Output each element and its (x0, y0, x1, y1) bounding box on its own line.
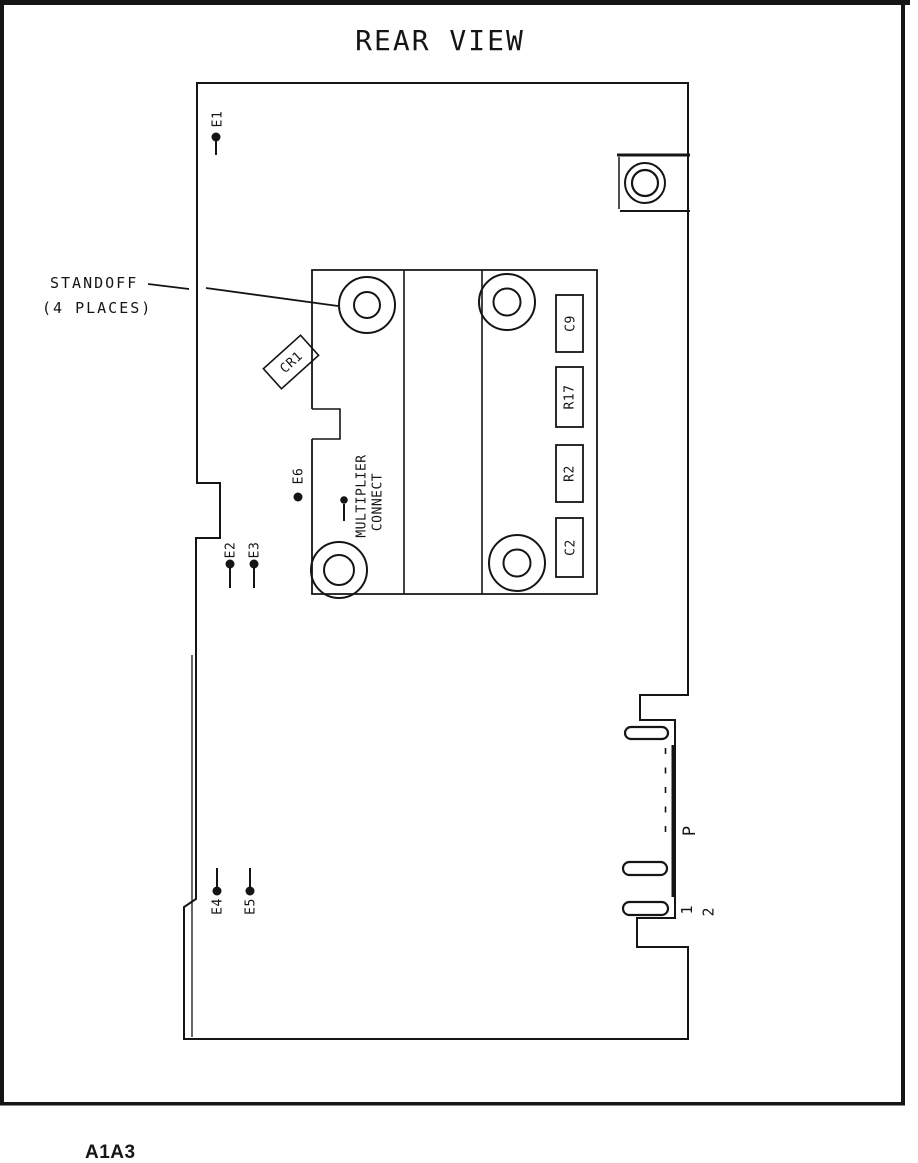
standoff-inner (494, 289, 521, 316)
r2-label: R2 (562, 465, 578, 482)
component-block (312, 270, 597, 594)
c9-label: C9 (563, 315, 579, 332)
standoff-leader-line (148, 284, 338, 306)
c2-label: C2 (563, 539, 579, 556)
connector-pin2-label: 2 (699, 907, 718, 917)
standoff-inner (324, 555, 354, 585)
page-title: REAR VIEW (355, 24, 525, 57)
board-edge-path (184, 83, 688, 1039)
standoff-outer (339, 277, 395, 333)
frame-top (0, 0, 910, 5)
e6-dot (294, 493, 303, 502)
frame-right (901, 0, 905, 1105)
e2-label: E2 (223, 541, 239, 559)
component-r2 (556, 445, 583, 502)
standoff-bottom-left (311, 542, 367, 598)
e3-dot (250, 560, 259, 569)
standoff-outer (489, 535, 545, 591)
r17-label: R17 (562, 384, 578, 410)
connector-slot-top (625, 727, 668, 739)
connector-slot-middle (623, 862, 667, 875)
terminal-e4 (211, 868, 226, 915)
connector-designator-label: P (679, 825, 700, 837)
e6-label: E6 (291, 467, 307, 485)
connector-slot-bottom (623, 902, 668, 915)
e3-label: E3 (247, 541, 263, 559)
standoff-inner (354, 292, 380, 318)
standoff-bottom-right (489, 535, 545, 591)
component-r17 (556, 367, 583, 427)
component-cr1 (263, 335, 318, 389)
standoff-inner (504, 550, 531, 577)
block-outline (312, 270, 597, 594)
multiplier-connect-dot (340, 496, 348, 504)
terminal-e2 (224, 542, 239, 588)
standoff-top-left (339, 277, 395, 333)
e2-dot (226, 560, 235, 569)
standoff-outer (479, 274, 535, 330)
terminal-e5 (244, 868, 259, 915)
multiplier-connect-line1: MULTIPLIER (354, 454, 370, 538)
standoff-top-right (479, 274, 535, 330)
terminal-e3 (248, 542, 263, 588)
assembly-designator: A1A3 (85, 1142, 136, 1163)
e1-label: E1 (210, 110, 226, 128)
e5-dot (246, 887, 255, 896)
terminal-e6 (292, 468, 307, 502)
standoff-callout-line1: STANDOFF (50, 274, 139, 292)
e1-dot (212, 133, 221, 142)
terminal-e1 (211, 111, 226, 155)
connector-contact-bar (672, 745, 676, 897)
edge-connector (623, 727, 717, 917)
frame-left (0, 0, 4, 1105)
e5-label: E5 (243, 898, 259, 915)
standoff-outer (311, 542, 367, 598)
e4-dot (213, 887, 222, 896)
component-c2 (556, 518, 583, 577)
component-c9 (556, 295, 583, 352)
standoff-callout-line2: (4 PLACES) (42, 299, 153, 317)
board-outline (184, 83, 688, 1039)
multiplier-connect-callout (340, 454, 385, 537)
block-edge-notch (312, 409, 340, 439)
standoff-callout (42, 274, 338, 317)
multiplier-connect-line2: CONNECT (370, 472, 386, 532)
mounting-bracket (617, 155, 690, 211)
e4-label: E4 (210, 898, 226, 915)
cr1-label: CR1 (277, 348, 307, 377)
frame-bottom (0, 1102, 905, 1106)
connector-pin1-label: 1 (677, 905, 696, 915)
bracket-hole-inner (632, 170, 658, 196)
